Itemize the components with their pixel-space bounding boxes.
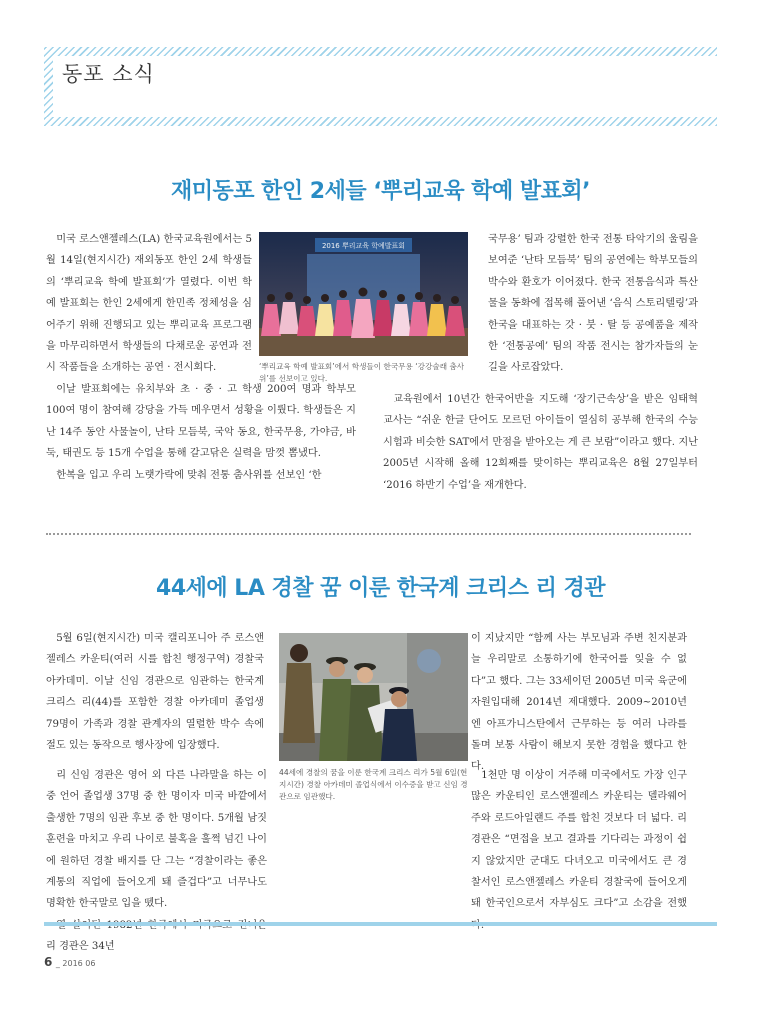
article1-para-2: 이날 발표회에는 유치부와 초 · 중 · 고 학생 200여 명과 학부모 100여 명이 참여해 강당을 가득 메우면서 성황을 이뤘다. 학생들은 지난 14주 동안 사물놀이, 난타 모듬북, 국악 동요, 한국무용, 가야금, 바둑, 태권도 등 15개 수업을 통해 갈고닦은 실력을 맘껏 뽐냈다. — [46, 384, 356, 460]
article2-para-right-2: 1천만 명 이상이 거주해 미국에서도 가장 인구 많은 카운티인 로스앤젤레스 카운티는 델라웨어 주와 로드아일랜드 주를 합친 것보다 더 넓다. 리 경관은 “면접을 보고 결과를 기다리는 과정이 쉽지 않았지만 군대도 다녀오고 미국에서도 큰 경찰서인 로스앤젤레스 카운티 경찰국에 들어오게 돼 한국인으로서 자부심도 크다”고 소감을 전했 — [471, 770, 687, 910]
article2-headline: 44세에 LA 경찰 꿈 이룬 한국계 크리스 리 경관 — [156, 576, 605, 601]
article1-body-right — [488, 229, 698, 399]
article1-right-para: 국무용’ 팀과 강렬한 한국 전통 타악기의 울림을 보여준 ‘난타 모듬북’ 팀의 공연에는 학부모들의 박수와 환호가 이어졌다. 한국 전통음식과 특산물을 동화에 접목해 풀어낸 ‘음식 스토리텔링’과 한국을 대표하는 갓 · 붓 · 탈 등 공예품을 제작한 ‘전통공예’ 팀의 작품 전시는 참가자들의 눈길을 사로잡았다. — [488, 234, 698, 374]
article2-right-para: 이 지났지만 “함께 사는 부모님과 주변 친지분과 늘 우리말로 소통하기에 한국어를 잊을 수 없다”고 했다. 그는 33세이던 2005년 미국 육군에 자원입대해 2014년 제대했다. 2009~2010년엔 아프가니스탄에서 근무하는 등 여러 나라를 돌며 보통 사람이 해보지 못한 경험을 했다고 한다. — [471, 633, 687, 773]
article2-para-3: 리 경관은 34년 — [46, 941, 115, 953]
article1-body-bottom-right — [383, 389, 698, 519]
article1-left-para: 미국 로스앤젤레스(LA) 한국교육원에서는 5월 14일(현지시간) 재외동포 한인 2세 학생들의 ‘뿌리교육 학예 발표회’가 열렸다. 이번 학예 발표회는 한인 2세에게 한민족 정체성을 심어주기 위해 진행되고 있는 뿌리교육 프로그램을 마무리하면서 학생들의 다채로운 공연과 전시 작품들을 소개하는 공연 · 전시회다. — [46, 234, 252, 374]
bottom-rule — [44, 922, 717, 926]
article-divider — [46, 533, 691, 535]
article2-body-bottom-right — [471, 765, 687, 915]
article2-body-bottom-left — [46, 765, 267, 953]
article2-photo — [279, 633, 468, 761]
header-hatch-bottom — [44, 117, 717, 126]
article1-para-right-2: 교육원에서 10년간 한국어반을 지도해 ‘장기근속상’을 받은 임태혁 교사는 “쉬운 한글 단어도 모르던 아이들이 열심히 공부해 한국의 수능시험과 비슷한 SAT에서 만점을 받아오는 게 큰 보람”이라고 했다. 지난 2005년 시작해 올해 12회째를 맞이하는 뿌리교육은 8월 27일부터 ‘2016 하반기 수업’을 재개한다. — [383, 394, 698, 491]
section-title: 동포 소식 — [62, 62, 155, 86]
article1-headline: 재미동포 한인 2세들 ‘뿌리교육 학예 발표회’ — [170, 179, 591, 204]
page-number: 6 — [44, 955, 53, 969]
article1-body-bottom-left — [46, 379, 356, 507]
article2-left-para: 5월 6일(현지시간) 미국 캘리포니아 주 로스앤젤레스 카운티(여러 시를 합친 행정구역) 경찰국 아카데미. 이날 신임 경관으로 임관하는 한국계 크리스 리(44)를 포함한 경찰 아카데미 졸업생 79명이 가족과 경찰 관계자의 열렬한 박수 속에 절도 있는 동작으로 행사장에 입장했다. — [46, 633, 264, 752]
article1-caption: ‘뿌리교육 학예 발표회’에서 학생들이 한국무용 ‘강강술래 춤사위’를 선보이고 있다. — [259, 362, 465, 383]
header-hatch-side — [44, 47, 53, 126]
article2-para-2: 리 신임 경관은 영어 외 다른 나라말을 하는 이중 언어 졸업생 37명 중 한 명이자 미국 바깥에서 출생한 7명의 임관 후보 중 한 명이다. 5개월 남짓 훈련을 마치고 우리 나이로 불혹을 훌쩍 넘긴 나이에 원하던 경찰 배지를 단 그는 “경찰이라는 좋은 계통의 직업에 들어오게 돼 즐겁다”고 너무나도 명확한 한국말로 입을 뗐다. — [46, 770, 267, 910]
dance-performance-image — [259, 232, 468, 356]
issue-date: _ 2016 06 — [55, 959, 96, 968]
stage-banner-text: 2016 뿌리교육 학예발표회 — [321, 242, 406, 250]
article1-para-3: 한복을 입고 우리 노랫가락에 맞춰 전통 춤사위를 선보인 ‘한 — [56, 469, 322, 481]
page-footer — [44, 955, 95, 969]
article2-caption: 44세에 경찰의 꿈을 이룬 한국계 크리스 리가 5월 6일(현지시간) 경찰 아카데미 졸업식에서 이수증을 받고 신임 경관으로 임관했다. — [279, 768, 468, 801]
header-hatch-top — [44, 47, 717, 56]
article1-body-left — [46, 229, 252, 379]
police-graduation-image — [279, 633, 468, 761]
article1-photo — [259, 232, 468, 356]
